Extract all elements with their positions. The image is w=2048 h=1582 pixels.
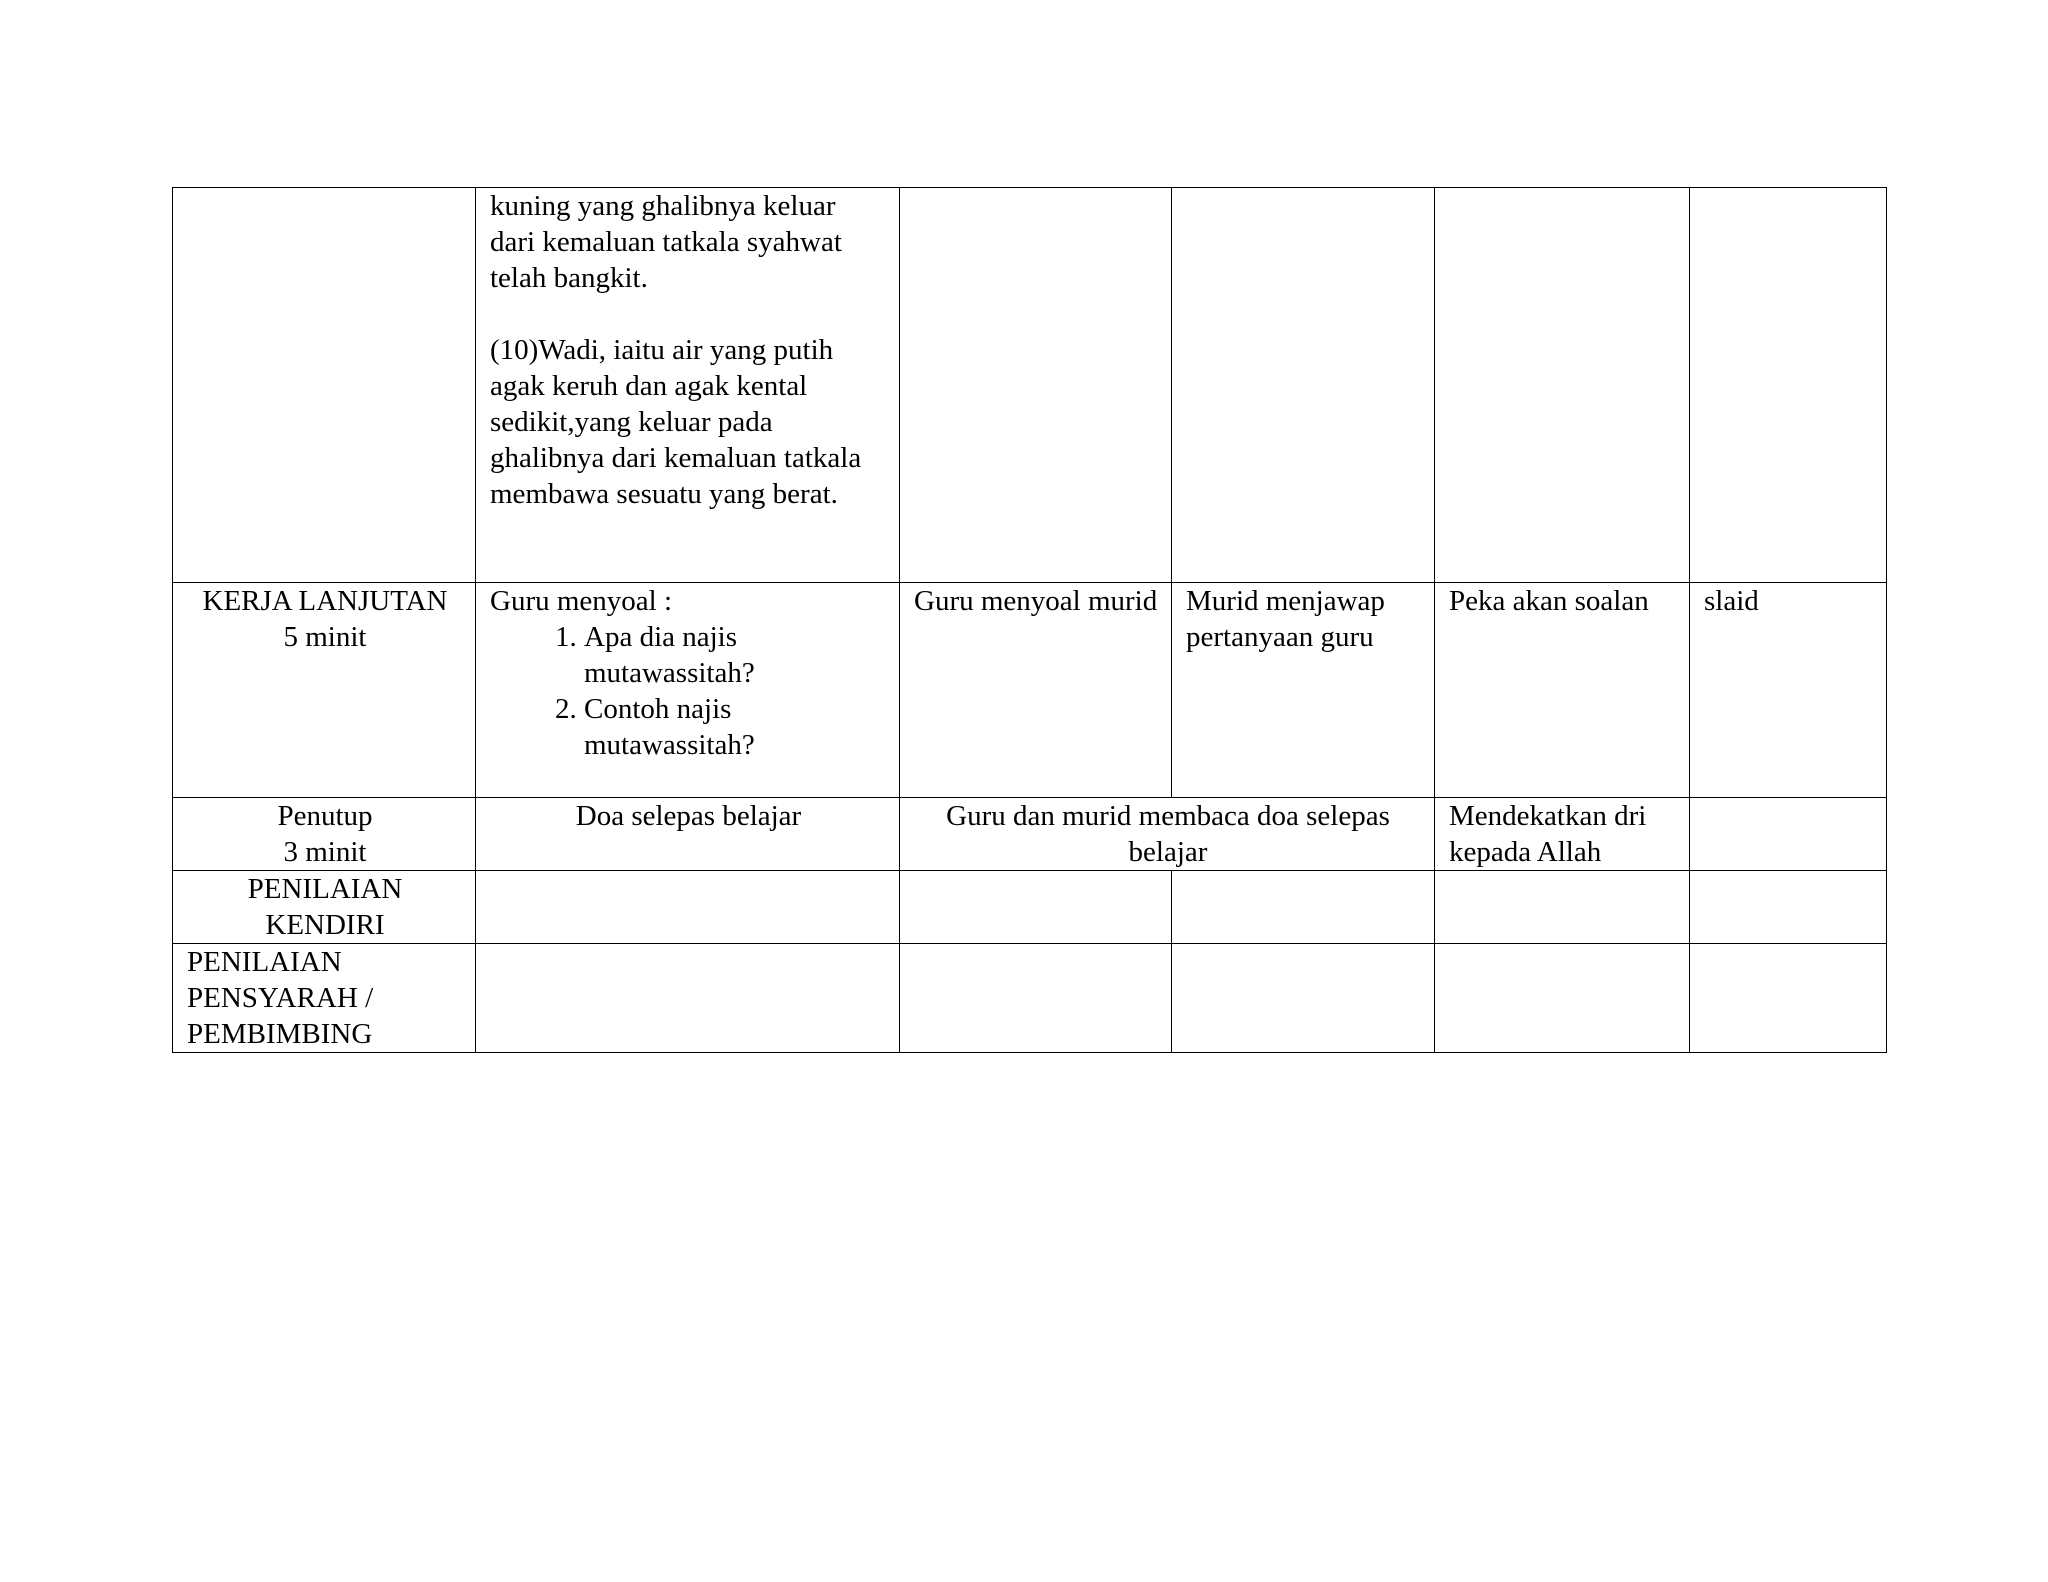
student-activity-cell xyxy=(1172,944,1435,1053)
list-item: 1. Apa dia najis mutawassitah? xyxy=(584,619,887,691)
stage-cell xyxy=(173,188,476,583)
content-paragraph-wadi: (10)Wadi, iaitu air yang putih agak keruh dan agak kental sedikit,yang keluar pada ghalibnya dari kemaluan tatkala membawa sesuatu yang berat. xyxy=(490,334,862,510)
teacher-activity-cell xyxy=(900,871,1172,944)
stage-cell: PENILAIAN KENDIRI xyxy=(173,871,476,944)
materials-cell xyxy=(1690,188,1887,583)
content-cell xyxy=(476,871,900,944)
values-cell xyxy=(1435,871,1690,944)
content-intro: Guru menyoal : xyxy=(490,585,673,617)
materials-cell xyxy=(1690,944,1887,1053)
content-cell xyxy=(476,944,900,1053)
table-row-penilaian-pensyarah xyxy=(173,944,1887,1053)
student-activity-cell: Murid menjawap pertanyaan guru xyxy=(1172,583,1435,798)
values-cell xyxy=(1435,188,1690,583)
table-row-kerja-lanjutan xyxy=(173,583,1887,798)
values-cell: Peka akan soalan xyxy=(1435,583,1690,798)
stage-duration: 5 minit xyxy=(283,621,367,653)
teacher-activity-cell xyxy=(900,188,1172,583)
values-cell xyxy=(1435,944,1690,1053)
question-list xyxy=(490,619,887,763)
stage-cell xyxy=(173,798,476,871)
stage-cell xyxy=(173,583,476,798)
content-paragraph-mazi: kuning yang ghalibnya keluar dari kemaluan tatkala syahwat telah bangkit. xyxy=(490,190,842,294)
student-activity-cell xyxy=(1172,188,1435,583)
list-item: 2. Contoh najis mutawassitah? xyxy=(584,691,887,763)
teacher-activity-cell xyxy=(900,944,1172,1053)
stage-label: Penutup xyxy=(277,800,373,832)
table-row-penilaian-kendiri xyxy=(173,871,1887,944)
content-cell xyxy=(476,583,900,798)
materials-cell: slaid xyxy=(1690,583,1887,798)
stage-duration: 3 minit xyxy=(283,836,367,868)
materials-cell xyxy=(1690,798,1887,871)
values-cell: Mendekatkan dri kepada Allah xyxy=(1435,798,1690,871)
student-activity-cell xyxy=(1172,871,1435,944)
lesson-plan-table xyxy=(172,187,1887,1053)
stage-label: KERJA LANJUTAN xyxy=(202,585,448,617)
content-cell: Doa selepas belajar xyxy=(476,798,900,871)
activity-cell-merged: Guru dan murid membaca doa selepas belajar xyxy=(900,798,1435,871)
stage-cell: PENILAIAN PENSYARAH / PEMBIMBING xyxy=(173,944,476,1053)
table-row-continuation xyxy=(173,188,1887,583)
table-row-penutup xyxy=(173,798,1887,871)
content-cell xyxy=(476,188,900,583)
materials-cell xyxy=(1690,871,1887,944)
teacher-activity-cell: Guru menyoal murid xyxy=(900,583,1172,798)
